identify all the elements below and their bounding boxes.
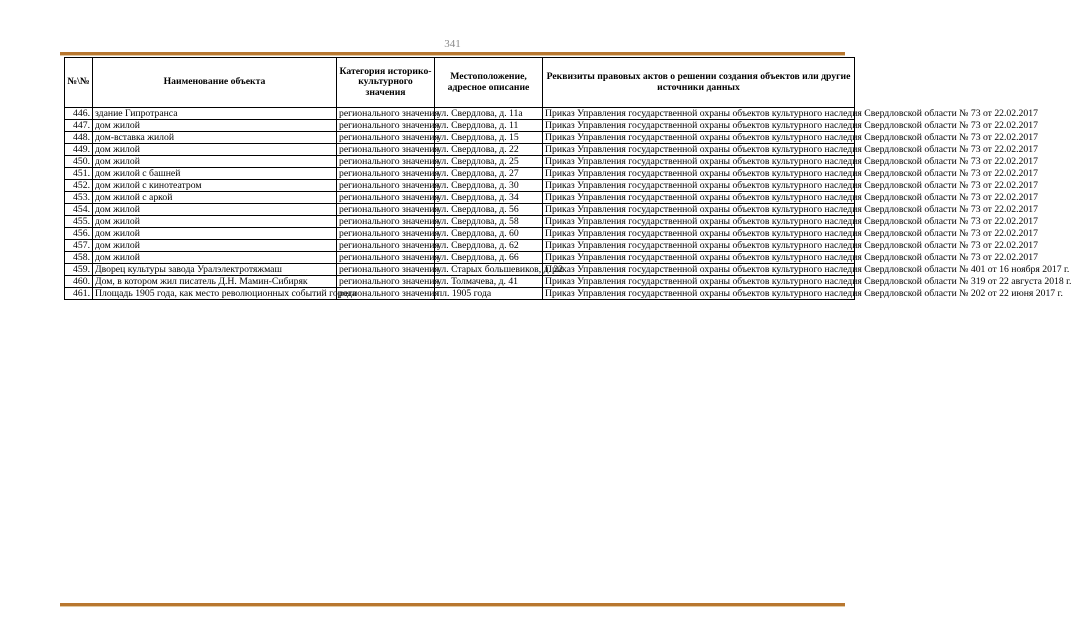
cell-category: регионального значения [337,168,435,180]
cell-category: регионального значения [337,192,435,204]
cell-category: регионального значения [337,228,435,240]
cell-legal-act: Приказ Управления государственной охраны объектов культурного наследия Свердловской области № 73 от 22.02.2017 [543,144,855,156]
cell-number: 455. [65,216,93,228]
cell-object-name: дом жилой [93,144,337,156]
cell-legal-act: Приказ Управления государственной охраны объектов культурного наследия Свердловской области № 73 от 22.02.2017 [543,240,855,252]
cell-category: регионального значения [337,216,435,228]
cell-object-name: дом жилой [93,120,337,132]
cell-address: ул. Свердлова, д. 58 [435,216,543,228]
cell-address: ул. Свердлова, д. 60 [435,228,543,240]
cell-address: ул. Свердлова, д. 27 [435,168,543,180]
cell-number: 452. [65,180,93,192]
cell-legal-act: Приказ Управления государственной охраны объектов культурного наследия Свердловской области № 73 от 22.02.2017 [543,120,855,132]
column-header-legal-acts: Реквизиты правовых актов о решении создания объектов или другие источники данных [543,58,855,108]
table-row [65,264,855,276]
cell-number: 459. [65,264,93,276]
cell-object-name: Площадь 1905 года, как место революционных событий города [93,288,337,300]
cell-legal-act: Приказ Управления государственной охраны объектов культурного наследия Свердловской области № 401 от 16 ноября 2017 г. [543,264,855,276]
cell-address: ул. Свердлова, д. 15 [435,132,543,144]
cell-category: регионального значения [337,276,435,288]
footer-rule [60,603,845,607]
cell-object-name: Дворец культуры завода Уралэлектротяжмаш [93,264,337,276]
cell-object-name: дом жилой [93,204,337,216]
cell-category: регионального значения [337,204,435,216]
cell-legal-act: Приказ Управления государственной охраны объектов культурного наследия Свердловской области № 73 от 22.02.2017 [543,156,855,168]
cell-address: ул. Старых большевиков, д. 22 [435,264,543,276]
cell-object-name: дом жилой [93,216,337,228]
table-row [65,216,855,228]
table-row [65,144,855,156]
cell-object-name: дом жилой с аркой [93,192,337,204]
table-row [65,276,855,288]
cell-object-name: дом жилой [93,252,337,264]
cell-category: регионального значения [337,264,435,276]
column-header-name: Наименование объекта [93,58,337,108]
table-row [65,240,855,252]
cell-legal-act: Приказ Управления государственной охраны объектов культурного наследия Свердловской области № 319 от 22 августа 2018 г. [543,276,855,288]
cell-legal-act: Приказ Управления государственной охраны объектов культурного наследия Свердловской области № 73 от 22.02.2017 [543,192,855,204]
cell-object-name: дом жилой [93,156,337,168]
cell-number: 460. [65,276,93,288]
cell-number: 450. [65,156,93,168]
cell-object-name: дом жилой [93,228,337,240]
cell-number: 457. [65,240,93,252]
cell-address: ул. Свердлова, д. 11 [435,120,543,132]
cell-legal-act: Приказ Управления государственной охраны объектов культурного наследия Свердловской области № 73 от 22.02.2017 [543,180,855,192]
cell-number: 461. [65,288,93,300]
cell-legal-act: Приказ Управления государственной охраны объектов культурного наследия Свердловской области № 73 от 22.02.2017 [543,168,855,180]
cell-legal-act: Приказ Управления государственной охраны объектов культурного наследия Свердловской области № 73 от 22.02.2017 [543,216,855,228]
table-row [65,252,855,264]
table-row [65,192,855,204]
heritage-objects-table [64,57,1071,300]
column-header-category: Категория историко-культурного значения [337,58,435,108]
cell-category: регионального значения [337,288,435,300]
cell-legal-act: Приказ Управления государственной охраны объектов культурного наследия Свердловской области № 202 от 22 июня 2017 г. [543,288,855,300]
cell-address: ул. Свердлова, д. 30 [435,180,543,192]
cell-object-name: Дом, в котором жил писатель Д.Н. Мамин-Сибиряк [93,276,337,288]
cell-legal-act: Приказ Управления государственной охраны объектов культурного наследия Свердловской области № 73 от 22.02.2017 [543,228,855,240]
cell-address: ул. Свердлова, д. 11а [435,108,543,120]
cell-address: ул. Свердлова, д. 22 [435,144,543,156]
cell-number: 454. [65,204,93,216]
header-rule [60,52,845,56]
cell-legal-act: Приказ Управления государственной охраны объектов культурного наследия Свердловской области № 73 от 22.02.2017 [543,108,855,120]
cell-address: ул. Свердлова, д. 62 [435,240,543,252]
cell-category: регионального значения [337,132,435,144]
table-row [65,108,855,120]
cell-number: 456. [65,228,93,240]
cell-address: ул. Свердлова, д. 25 [435,156,543,168]
cell-category: регионального значения [337,144,435,156]
table-body [65,108,1071,300]
column-header-number: №\№ [65,58,93,108]
table-row [65,288,855,300]
cell-number: 446. [65,108,93,120]
cell-object-name: дом жилой [93,240,337,252]
cell-category: регионального значения [337,240,435,252]
cell-legal-act: Приказ Управления государственной охраны объектов культурного наследия Свердловской области № 73 от 22.02.2017 [543,132,855,144]
table-row [65,204,855,216]
cell-object-name: здание Гипротранса [93,108,337,120]
cell-address: ул. Толмачева, д. 41 [435,276,543,288]
cell-object-name: дом жилой с кинотеатром [93,180,337,192]
cell-category: регионального значения [337,120,435,132]
cell-number: 447. [65,120,93,132]
cell-category: регионального значения [337,108,435,120]
table-row [65,180,855,192]
cell-address: пл. 1905 года [435,288,543,300]
cell-number: 451. [65,168,93,180]
cell-address: ул. Свердлова, д. 66 [435,252,543,264]
cell-number: 453. [65,192,93,204]
cell-number: 449. [65,144,93,156]
table-header-row [65,58,855,108]
cell-address: ул. Свердлова, д. 34 [435,192,543,204]
cell-category: регионального значения [337,180,435,192]
page-number: 341 [444,38,461,50]
cell-number: 448. [65,132,93,144]
cell-object-name: дом-вставка жилой [93,132,337,144]
column-header-location: Местоположение, адресное описание [435,58,543,108]
cell-legal-act: Приказ Управления государственной охраны объектов культурного наследия Свердловской области № 73 от 22.02.2017 [543,204,855,216]
cell-legal-act: Приказ Управления государственной охраны объектов культурного наследия Свердловской области № 73 от 22.02.2017 [543,252,855,264]
cell-object-name: дом жилой с башней [93,168,337,180]
cell-category: регионального значения [337,252,435,264]
cell-address: ул. Свердлова, д. 56 [435,204,543,216]
table-row [65,168,855,180]
table-row [65,120,855,132]
table-row [65,132,855,144]
cell-category: регионального значения [337,156,435,168]
table-row [65,228,855,240]
cell-number: 458. [65,252,93,264]
table-row [65,156,855,168]
